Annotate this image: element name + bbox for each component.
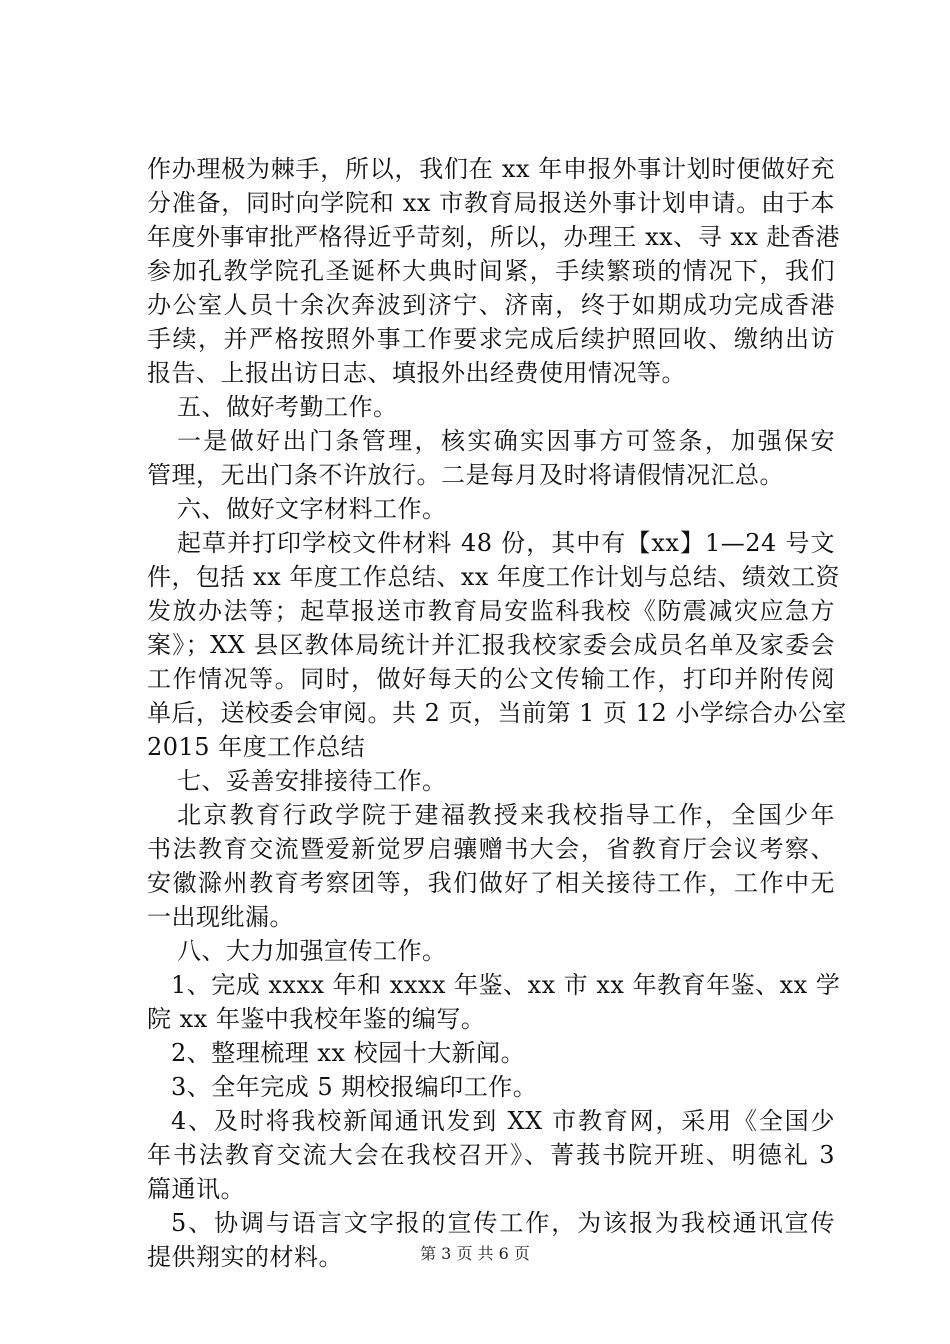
text-line: 一出现纰漏。 (147, 903, 294, 931)
text-line: 年书法教育交流大会在我校召开》、菁莪书院开班、明德礼 3 (147, 1141, 835, 1169)
text-line: 一是做好出门条管理，核实确实因事方可签条，加强保安 (177, 427, 835, 455)
text-line: 北京教育行政学院于建福教授来我校指导工作，全国少年 (177, 801, 835, 829)
section-heading: 八、大力加强宣传工作。 (177, 937, 447, 965)
text-line: 书法教育交流暨爱新觉罗启骧赠书大会，省教育厅会议考察、 (147, 835, 835, 863)
text-line: 办公室人员十余次奔波到济宁、济南，终于如期成功完成香港 (147, 291, 835, 319)
text-line: 2015 年度工作总结 (147, 733, 366, 761)
section-heading: 六、做好文字材料工作。 (177, 495, 447, 523)
text-line: 3、全年完成 5 期校报编印工作。 (171, 1073, 538, 1101)
text-line: 院 xx 年鉴中我校年鉴的编写。 (147, 1005, 486, 1033)
text-line: 报告、上报出访日志、填报外出经费使用情况等。 (147, 359, 686, 387)
page-number-footer: 第 3 页 共 6 页 (420, 1244, 530, 1263)
text-line: 5、协调与语言文字报的宣传工作，为该报为我校通讯宣传 (171, 1209, 835, 1237)
text-line: 2、整理梳理 xx 校园十大新闻。 (171, 1039, 526, 1067)
text-line: 案》；XX 县区教体局统计并汇报我校家委会成员名单及家委会 (147, 631, 835, 659)
text-line: 篇通讯。 (147, 1175, 245, 1203)
text-line: 1、完成 xxxx 年和 xxxx 年鉴、xx 市 xx 年教育年鉴、xx 学 (171, 971, 841, 999)
text-line: 4、及时将我校新闻通讯发到 XX 市教育网，采用《全国少 (171, 1107, 835, 1135)
text-line: 提供翔实的材料。 (147, 1243, 343, 1271)
text-line: 件，包括 xx 年度工作总结、xx 年度工作计划与总结、绩效工资 (147, 563, 841, 591)
section-heading: 五、做好考勤工作。 (177, 393, 398, 421)
text-line: 管理，无出门条不许放行。二是每月及时将请假情况汇总。 (147, 461, 784, 489)
text-line: 手续，并严格按照外事工作要求完成后续护照回收、缴纳出访 (147, 325, 835, 353)
section-heading: 七、妥善安排接待工作。 (177, 767, 447, 795)
text-line: 工作情况等。同时，做好每天的公文传输工作，打印并附传阅 (147, 665, 835, 693)
text-line: 分准备，同时向学院和 xx 市教育局报送外事计划申请。由于本 (147, 189, 835, 217)
text-line: 起草并打印学校文件材料 48 份，其中有【xx】1—24 号文 (177, 529, 835, 557)
text-line: 发放办法等；起草报送市教育局安监科我校《防震减灾应急方 (147, 597, 835, 625)
text-line: 作办理极为棘手，所以，我们在 xx 年申报外事计划时便做好充 (147, 155, 835, 183)
text-line: 单后，送校委会审阅。共 2 页，当前第 1 页 12 小学综合办公室 (147, 699, 847, 727)
text-line: 参加孔教学院孔圣诞杯大典时间紧，手续繁琐的情况下，我们 (147, 257, 835, 285)
document-body (147, 152, 847, 1274)
text-line: 年度外事审批严格得近乎苛刻，所以，办理王 xx、寻 xx 赴香港 (147, 223, 841, 251)
text-line: 安徽滁州教育考察团等，我们做好了相关接待工作，工作中无 (147, 869, 835, 897)
